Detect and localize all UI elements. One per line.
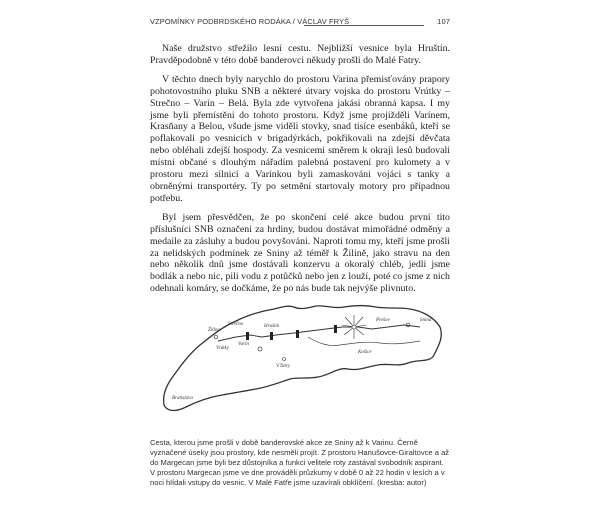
- town-dot: [258, 347, 262, 351]
- map-label: Strečno: [228, 322, 244, 327]
- town-dot: [214, 335, 218, 339]
- header-rule: [304, 25, 424, 26]
- map-label: Snina: [420, 318, 432, 323]
- map-label: Košice: [358, 350, 372, 355]
- slovakia-outline: [164, 306, 442, 411]
- figure-caption: Cesta, kterou jsme prošli v době banderovské akce ze Sniny až k Varinu. Černě vyznačené úseky jsou prostory, kde nesměli projít. Z prostoru Hanušovce-Giraltovce a až do Margecan jsme byli bez důstojníka a funkci velitele roty zastával svobodník aspirant. V prostoru Margecan jsme ve dne prováděli průzkumy v době 0 až 22 hodin v lesích a v noci hlídali vstupy do vesnic. V Malé Fatře jsme uzavírali obklíčení. (kresba: autor): [150, 438, 450, 488]
- page-number: 107: [437, 17, 450, 26]
- hand-drawn-map-of-slovakia: [158, 297, 444, 419]
- paragraph-2: V těchto dnech byly narychlo do prostoru Varina přemisťovány prapory pohotovostního pluku SNB a některé útvary vojska do prostoru Vrútky – Strečno – Varín – Belá. Byla zde vytvořena jakási obranná kapsa. I my jsme byli přemístěni do tohoto prostoru. Když jsme projížděli Varínem, Krasňany a Belou, všude jsme viděli stovky, snad tisíce esenbáků, kteří se poflakovali po vesnicích v brigadýrkách, pokřikovali na zdejší děvčata nebo obléhali zdejší hospody. Za vesnicemi směrem k okraji lesů budovali místní občané s dlouhým nářadím palebná postavení pro kulomety a v prostoru mezi silnicí a Varínkou byli zamaskováni vojáci s tanky a obrněnými transportéry. Ty po setmění startovaly motory pro případnou potřebu.: [150, 73, 450, 204]
- map-label: Bratislava: [172, 396, 193, 401]
- route-line-south: [308, 337, 420, 346]
- body-text: [150, 43, 450, 302]
- map-label: Žilina: [208, 328, 220, 333]
- town-dot: [283, 358, 286, 361]
- blocked-segment: [246, 332, 249, 340]
- paragraph-1: Naše družstvo střežilo lesní cestu. Nejbližší vesnice byla Hruštín. Pravděpodobně v této době banderovci někudy prošli do Malé Fatry.: [150, 43, 450, 66]
- map-label: Varín: [238, 342, 249, 347]
- running-header: [150, 17, 450, 29]
- paragraph-3: Byl jsem přesvědčen, že po skončení celé akce budou první tito příslušníci SNB označeni za hrdiny, budou dostávat mimořádné odměny a medaile za zásluhy a budou povyšováni. Naproti tomu my, kteří jsme prošli za nelidských podmínek ze Sniny až téměř k Žilině, jako stravu na den nebo několik dnů jsme dostávali konzervu a okoralý chléb, jedli jsme bodlák a nebo nic, pili vodu z potůčků nebo jen z louží, poté co jsme z nich odehnali komáry, se dočkáme, že po nás bude tak nejvýše plivnuto.: [150, 211, 450, 295]
- map-label: Hruštín: [264, 324, 280, 329]
- map-label: Vrútky: [216, 346, 229, 351]
- blocked-segment: [296, 330, 299, 338]
- running-header-title: VZPOMÍNKY PODBRDSKÉHO RODÁKA / VÁCLAV FRYŠ: [150, 17, 350, 26]
- map-label: Prešov: [376, 318, 390, 323]
- map-label: V.Tatry: [276, 364, 291, 369]
- blocked-segment: [270, 332, 273, 340]
- blocked-segment: [334, 325, 337, 333]
